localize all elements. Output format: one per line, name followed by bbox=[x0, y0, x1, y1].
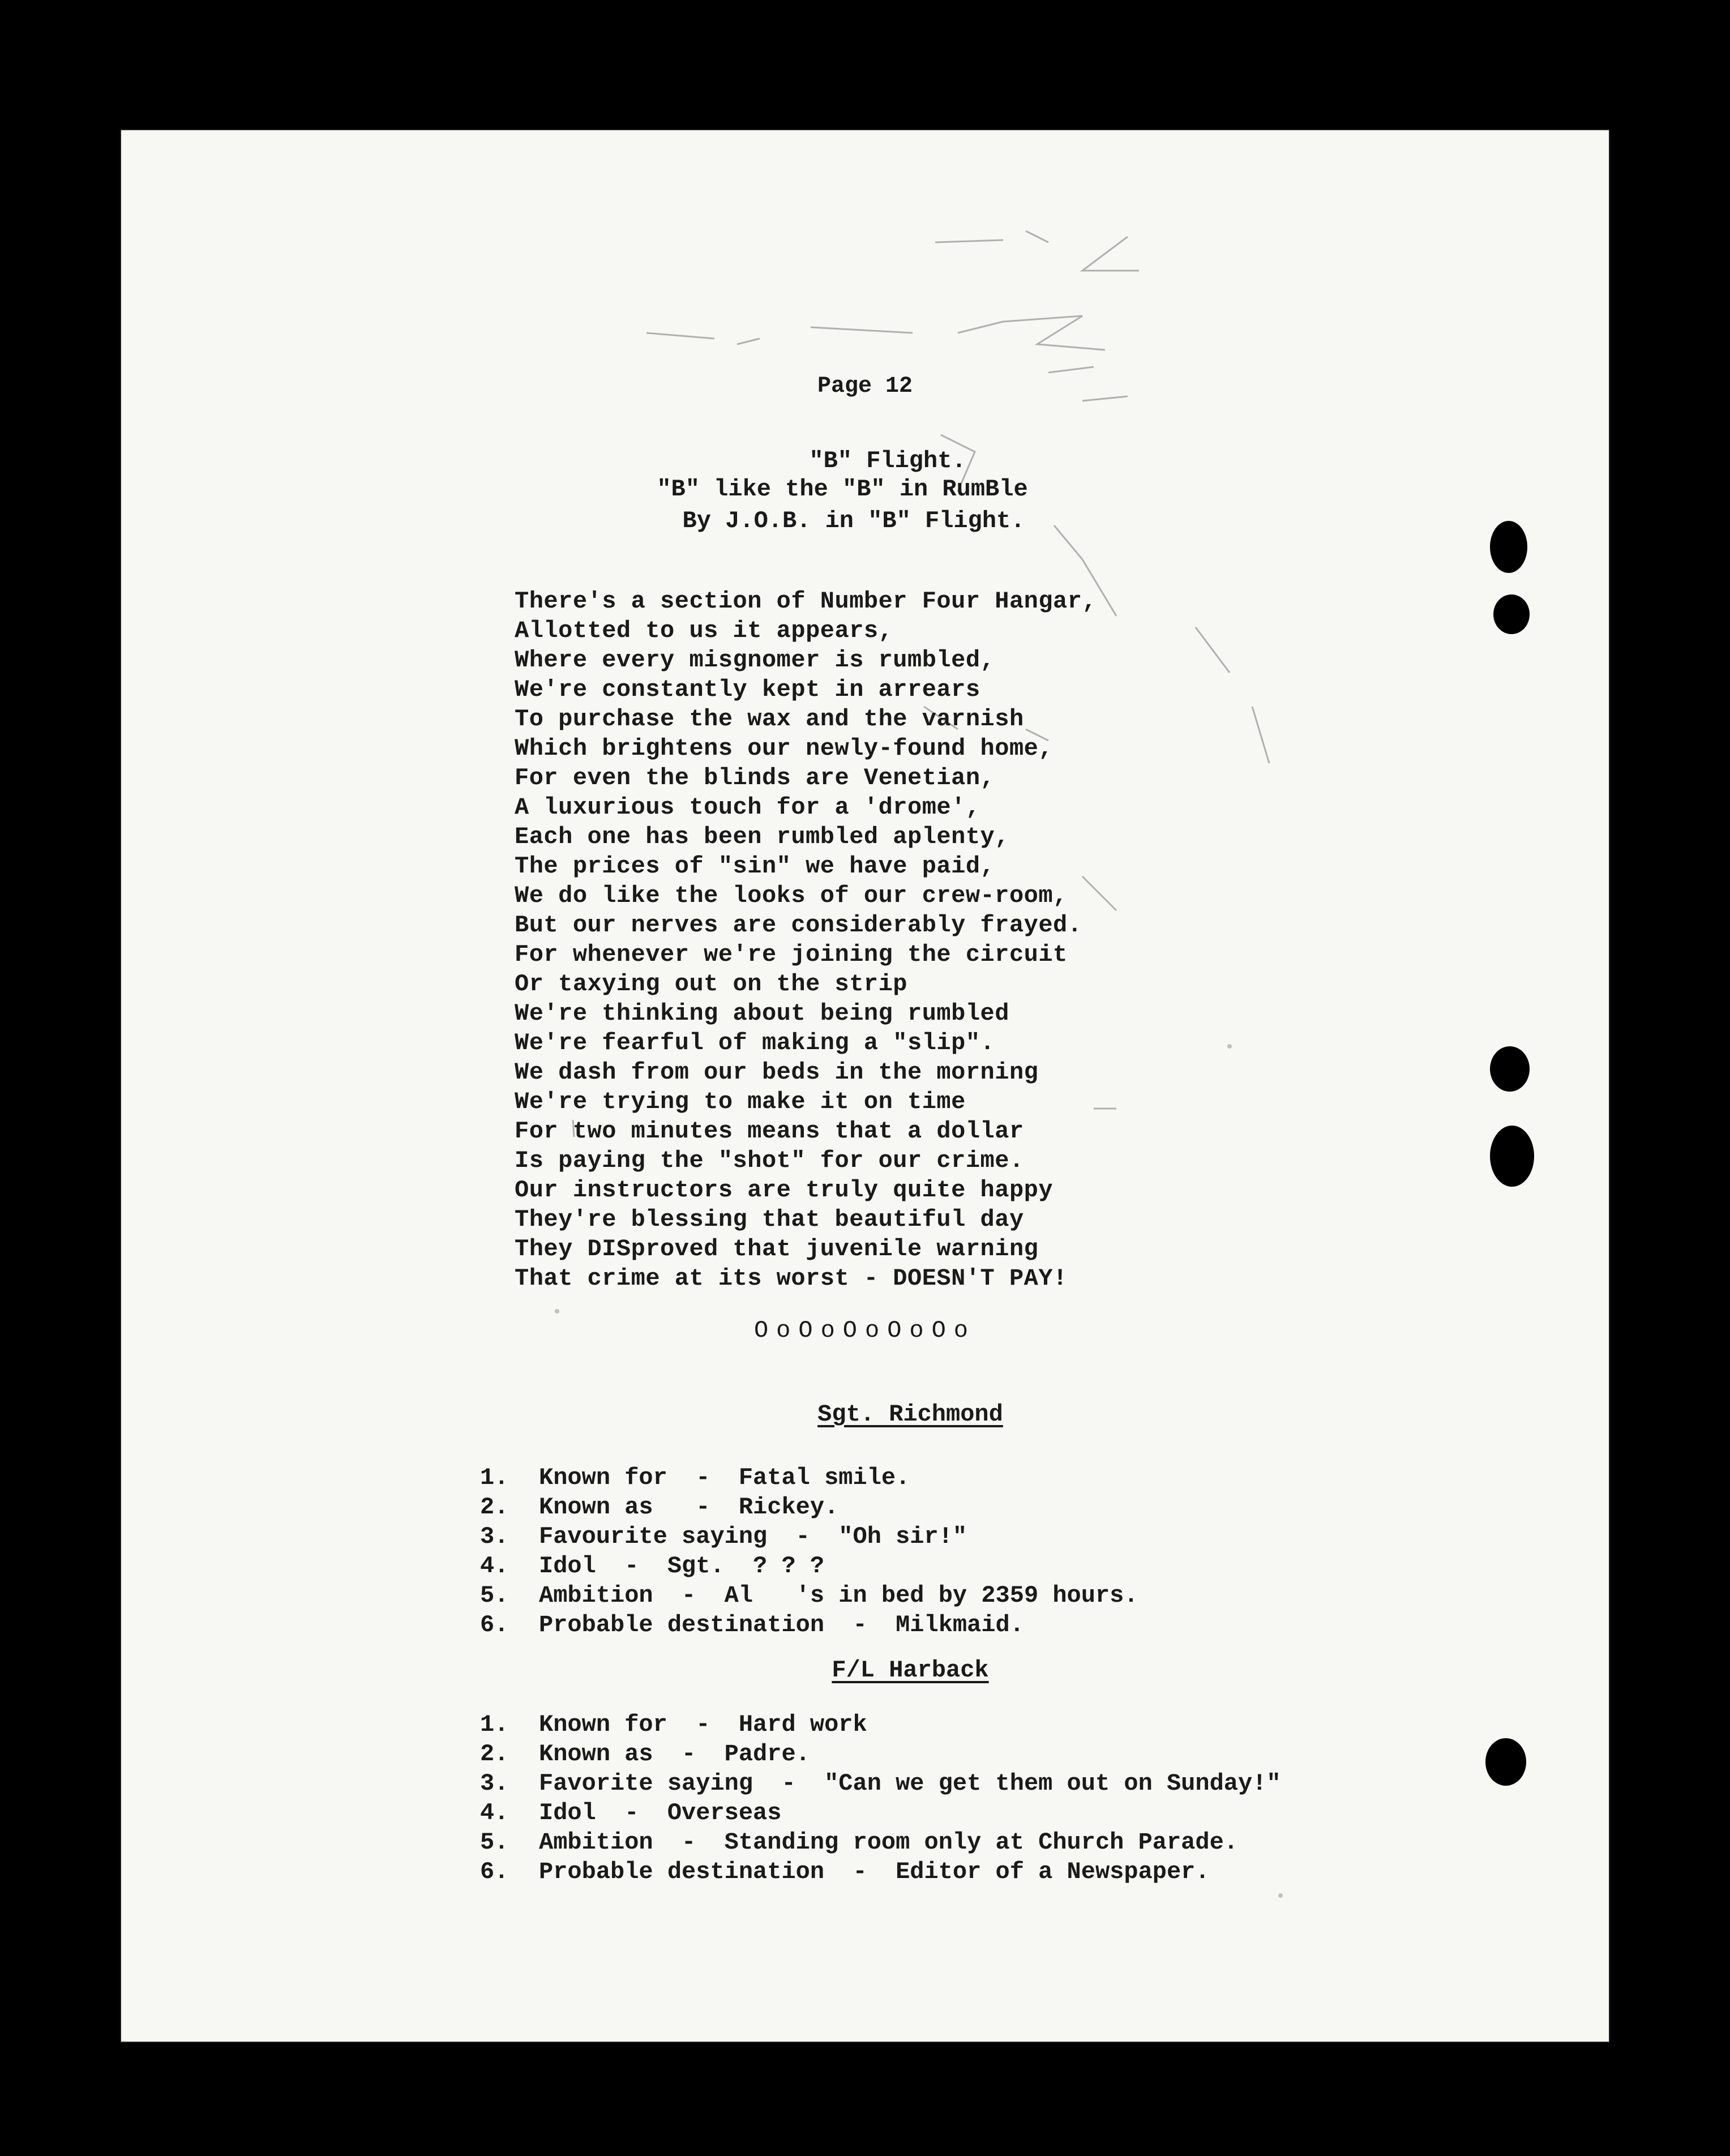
list-item bbox=[480, 1551, 1138, 1581]
punch-hole bbox=[1490, 1046, 1530, 1092]
poem-line: We do like the looks of our crew-room, bbox=[515, 882, 1068, 909]
list-item bbox=[480, 1739, 1281, 1769]
poem-body bbox=[515, 587, 1097, 1293]
poem-title: "B" Flight. bbox=[809, 447, 966, 474]
poem-line: To purchase the wax and the varnish bbox=[515, 705, 1024, 733]
item-number: 4. bbox=[480, 1552, 509, 1580]
list-item bbox=[480, 1798, 1281, 1828]
punch-hole bbox=[1490, 521, 1527, 573]
item-text: Idol - Overseas bbox=[539, 1799, 782, 1826]
poem-line: Which brightens our newly-found home, bbox=[515, 735, 1054, 762]
item-text: Known as - Padre. bbox=[539, 1740, 810, 1768]
poem-line: They're blessing that beautiful day bbox=[515, 1206, 1024, 1233]
poem-line: Each one has been rumbled aplenty, bbox=[515, 823, 1009, 850]
poem-line: For two minutes means that a dollar bbox=[515, 1118, 1024, 1145]
item-text: Probable destination - Editor of a Newspaper. bbox=[539, 1858, 1210, 1885]
list-item bbox=[480, 1610, 1138, 1640]
profile-heading-richmond: Sgt. Richmond bbox=[817, 1401, 1003, 1428]
list-item bbox=[480, 1581, 1138, 1610]
item-text: Known for - Fatal smile. bbox=[539, 1464, 910, 1491]
poem-line: They DISproved that juvenile warning bbox=[515, 1235, 1039, 1263]
item-number: 6. bbox=[480, 1858, 509, 1885]
item-number: 5. bbox=[480, 1829, 509, 1856]
item-text: Idol - Sgt. ? ? ? bbox=[539, 1552, 825, 1580]
item-text: Favourite saying - "Oh sir!" bbox=[539, 1523, 967, 1550]
poem-line: A luxurious touch for a 'drome', bbox=[515, 794, 980, 821]
poem-line: There's a section of Number Four Hangar, bbox=[515, 588, 1097, 615]
poem-line: Allotted to us it appears, bbox=[515, 617, 893, 644]
list-item bbox=[480, 1828, 1281, 1857]
poem-line: We're thinking about being rumbled bbox=[515, 1000, 1009, 1027]
poem-line: Or taxying out on the strip bbox=[515, 970, 908, 998]
item-number: 3. bbox=[480, 1523, 509, 1550]
item-text: Probable destination - Milkmaid. bbox=[539, 1611, 1024, 1639]
list-item bbox=[480, 1522, 1138, 1551]
item-number: 2. bbox=[480, 1494, 509, 1521]
poem-line: The prices of "sin" we have paid, bbox=[515, 853, 995, 880]
item-text: Ambition - Al 's in bed by 2359 hours. bbox=[539, 1582, 1138, 1609]
item-text: Known for - Hard work bbox=[539, 1711, 867, 1738]
section-separator: OoOoOoOoOo bbox=[753, 1317, 977, 1344]
poem-subtitle: "B" like the "B" in RumBle bbox=[657, 476, 1028, 503]
poem-line: That crime at its worst - DOESN'T PAY! bbox=[515, 1265, 1068, 1292]
item-number: 4. bbox=[480, 1799, 509, 1826]
item-number: 6. bbox=[480, 1611, 509, 1639]
profile-list-harback bbox=[480, 1710, 1281, 1886]
profile-list-richmond bbox=[480, 1463, 1138, 1640]
poem-line: Our instructors are truly quite happy bbox=[515, 1177, 1054, 1204]
poem-line: Is paying the "shot" for our crime. bbox=[515, 1147, 1024, 1174]
page-number: Page 12 bbox=[817, 374, 913, 399]
poem-line: We dash from our beds in the morning bbox=[515, 1059, 1039, 1086]
list-item bbox=[480, 1492, 1138, 1522]
document-page bbox=[120, 129, 1610, 2043]
list-item bbox=[480, 1857, 1281, 1886]
punch-hole bbox=[1490, 1126, 1534, 1187]
poem-line: We're trying to make it on time bbox=[515, 1088, 966, 1115]
item-number: 3. bbox=[480, 1770, 509, 1797]
poem-line: Where every misgnomer is rumbled, bbox=[515, 647, 995, 674]
poem-line: We're fearful of making a "slip". bbox=[515, 1029, 995, 1056]
item-number: 2. bbox=[480, 1740, 509, 1768]
item-number: 5. bbox=[480, 1582, 509, 1609]
list-item bbox=[480, 1769, 1281, 1798]
item-text: Known as - Rickey. bbox=[539, 1494, 839, 1521]
profile-heading-harback: F/L Harback bbox=[832, 1657, 989, 1684]
item-number: 1. bbox=[480, 1711, 509, 1738]
list-item bbox=[480, 1710, 1281, 1739]
item-number: 1. bbox=[480, 1464, 509, 1491]
poem-line: But our nerves are considerably frayed. bbox=[515, 912, 1082, 939]
poem-byline: By J.O.B. in "B" Flight. bbox=[682, 507, 1025, 534]
punch-hole bbox=[1493, 594, 1530, 634]
list-item bbox=[480, 1463, 1138, 1492]
item-text: Ambition - Standing room only at Church Parade. bbox=[539, 1829, 1239, 1856]
poem-line: For whenever we're joining the circuit bbox=[515, 941, 1068, 968]
poem-line: We're constantly kept in arrears bbox=[515, 676, 980, 703]
item-text: Favorite saying - "Can we get them out on Sunday!" bbox=[539, 1770, 1281, 1797]
punch-hole bbox=[1485, 1738, 1526, 1786]
poem-line: For even the blinds are Venetian, bbox=[515, 764, 995, 792]
